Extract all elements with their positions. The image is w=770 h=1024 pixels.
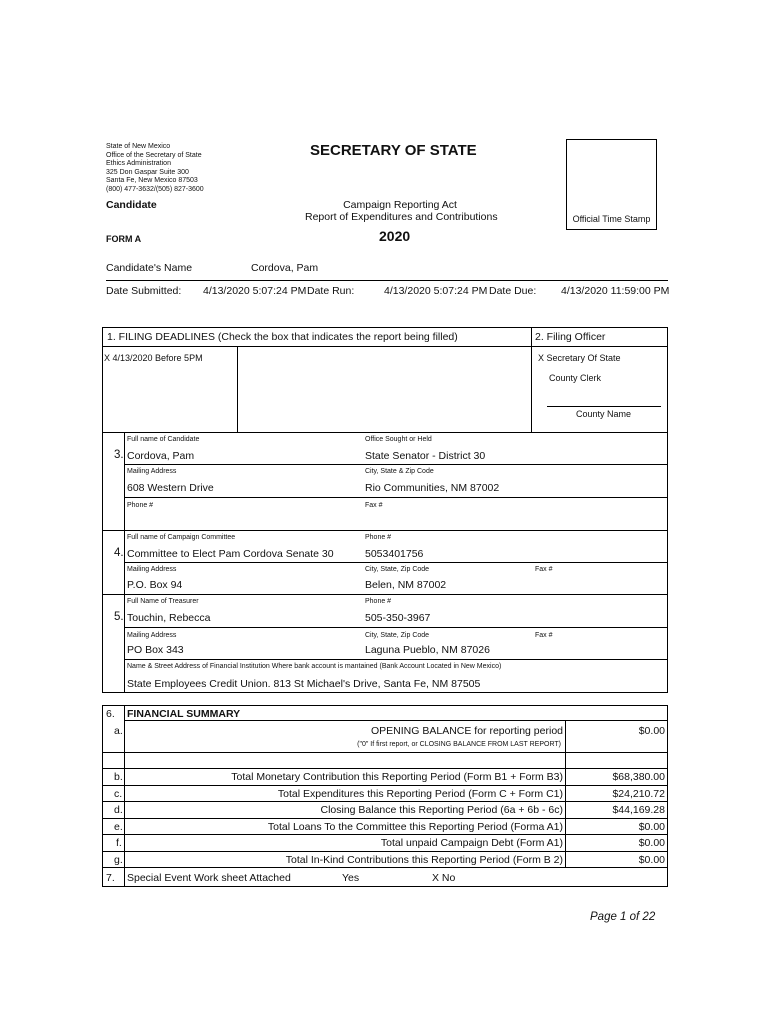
row-letter: g.	[114, 854, 123, 866]
fax-label: Fax #	[535, 632, 553, 639]
candidate-label: Candidate	[106, 199, 157, 211]
row-letter: b.	[114, 771, 123, 783]
mailing-address-label: Mailing Address	[127, 632, 177, 639]
county-name-label: County Name	[576, 409, 632, 419]
city-state-zip-value: Belen, NM 87002	[365, 579, 447, 591]
city-state-zip-label: City, State & Zip Code	[365, 468, 434, 475]
date-due-value: 4/13/2020 11:59:00 PM	[561, 285, 670, 297]
row-label: Total Loans To the Committee this Reporting Period (Forma A1)	[267, 821, 563, 833]
row-value: $44,169.28	[612, 804, 665, 816]
date-run-label: Date Run:	[307, 285, 355, 297]
committee-name-label: Full name of Campaign Committee	[127, 534, 236, 541]
report-year: 2020	[379, 228, 411, 244]
city-state-zip-label: City, State, Zip Code	[365, 566, 430, 573]
phone-label: Phone #	[127, 502, 154, 509]
office-line: 325 Don Gaspar Suite 300	[106, 168, 189, 176]
divider	[106, 280, 668, 281]
office-line: (800) 477-3632/(505) 827-3600	[106, 185, 204, 193]
fax-label: Fax #	[365, 502, 383, 509]
opening-balance-label: OPENING BALANCE for reporting period	[371, 725, 563, 737]
office-line: Santa Fe, New Mexico 87503	[106, 177, 198, 184]
mailing-address-value: P.O. Box 94	[127, 579, 183, 591]
treasurer-name-value: Touchin, Rebecca	[127, 612, 211, 624]
candidate-fullname-value: Cordova, Pam	[127, 450, 195, 462]
report-name: Report of Expenditures and Contributions	[305, 211, 498, 223]
row-value: $68,380.00	[612, 771, 665, 783]
treasurer-name-label: Full Name of Treasurer	[127, 598, 199, 605]
section-number: 5.	[114, 611, 124, 623]
city-state-zip-value: Laguna Pueblo, NM 87026	[365, 644, 490, 656]
row-value: $0.00	[638, 854, 665, 866]
bank-label: Name & Street Address of Financial Institution Where bank account is mantained (Bank Account Located in New Mexico)	[127, 663, 502, 670]
page-title: SECRETARY OF STATE	[310, 142, 477, 159]
special-event-yes[interactable]: Yes	[342, 872, 360, 884]
officer-sos-checkbox[interactable]: X Secretary Of State	[538, 353, 621, 363]
treasurer-phone-value: 505-350-3967	[365, 612, 431, 624]
row-label: Closing Balance this Reporting Period (6a + 6b - 6c)	[320, 804, 563, 816]
date-due-label: Date Due:	[489, 285, 537, 297]
phone-label: Phone #	[365, 534, 392, 541]
row-letter: e.	[114, 821, 123, 833]
deadline-checkbox[interactable]: X 4/13/2020 Before 5PM	[104, 353, 203, 363]
date-submitted-value: 4/13/2020 5:07:24 PM	[203, 285, 307, 297]
filing-officer-header: 2. Filing Officer	[535, 331, 606, 343]
row-label: Total unpaid Campaign Debt (Form A1)	[380, 837, 563, 849]
row-letter: c.	[114, 788, 123, 800]
city-state-zip-label: City, State, Zip Code	[365, 632, 430, 639]
row-value: $0.00	[638, 837, 665, 849]
date-submitted-label: Date Submitted:	[106, 285, 182, 297]
officer-clerk-checkbox[interactable]: County Clerk	[549, 373, 602, 383]
office-line: Ethics Administration	[106, 160, 171, 167]
city-state-zip-value: Rio Communities, NM 87002	[365, 482, 500, 494]
row-label: Total In-Kind Contributions this Reporting Period (Form B 2)	[285, 854, 563, 866]
row-value: $24,210.72	[612, 788, 665, 800]
row-letter: f.	[116, 837, 122, 849]
row-letter: d.	[114, 804, 123, 816]
financial-summary-title: FINANCIAL SUMMARY	[127, 708, 241, 720]
mailing-address-value: PO Box 343	[127, 644, 184, 656]
candidate-name-label: Candidate's Name	[106, 262, 193, 274]
opening-balance-value: $0.00	[638, 725, 665, 737]
opening-balance-note: ("0" If first report, or CLOSING BALANCE FROM LAST REPORT)	[357, 741, 561, 748]
section-number: 6.	[106, 708, 115, 720]
special-event-no[interactable]: X No	[432, 872, 456, 884]
row-value: $0.00	[638, 821, 665, 833]
filing-deadlines-header: 1. FILING DEADLINES (Check the box that indicates the report being filled)	[107, 331, 458, 343]
committee-phone-value: 5053401756	[365, 548, 424, 560]
candidate-fullname-label: Full name of Candidate	[127, 436, 200, 443]
section-number: 3.	[114, 449, 124, 461]
row-label: Total Expenditures this Reporting Period (Form C + Form C1)	[277, 788, 563, 800]
section-number: 7.	[106, 872, 115, 884]
form-label: FORM A	[106, 234, 142, 244]
row-letter: a.	[114, 725, 123, 737]
act-name: Campaign Reporting Act	[343, 199, 457, 211]
mailing-address-value: 608 Western Drive	[127, 482, 214, 494]
office-sought-value: State Senator - District 30	[365, 450, 486, 462]
mailing-address-label: Mailing Address	[127, 566, 177, 573]
office-line: State of New Mexico	[106, 143, 171, 150]
mailing-address-label: Mailing Address	[127, 468, 177, 475]
fax-label: Fax #	[535, 566, 553, 573]
bank-value: State Employees Credit Union. 813 St Michael's Drive, Santa Fe, NM 87505	[127, 678, 481, 690]
office-sought-label: Office Sought or Held	[365, 436, 432, 443]
office-line: Office of the Secretary of State	[106, 151, 202, 159]
special-event-label: Special Event Work sheet Attached	[127, 872, 291, 884]
candidate-name-value: Cordova, Pam	[251, 262, 319, 274]
time-stamp-label: Official Time Stamp	[572, 214, 651, 224]
date-run-value: 4/13/2020 5:07:24 PM	[384, 285, 488, 297]
phone-label: Phone #	[365, 598, 392, 605]
row-label: Total Monetary Contribution this Reporting Period (Form B1 + Form B3)	[231, 771, 563, 783]
committee-name-value: Committee to Elect Pam Cordova Senate 30	[127, 548, 334, 560]
page-number: Page 1 of 22	[590, 911, 656, 923]
section-number: 4.	[114, 547, 124, 559]
